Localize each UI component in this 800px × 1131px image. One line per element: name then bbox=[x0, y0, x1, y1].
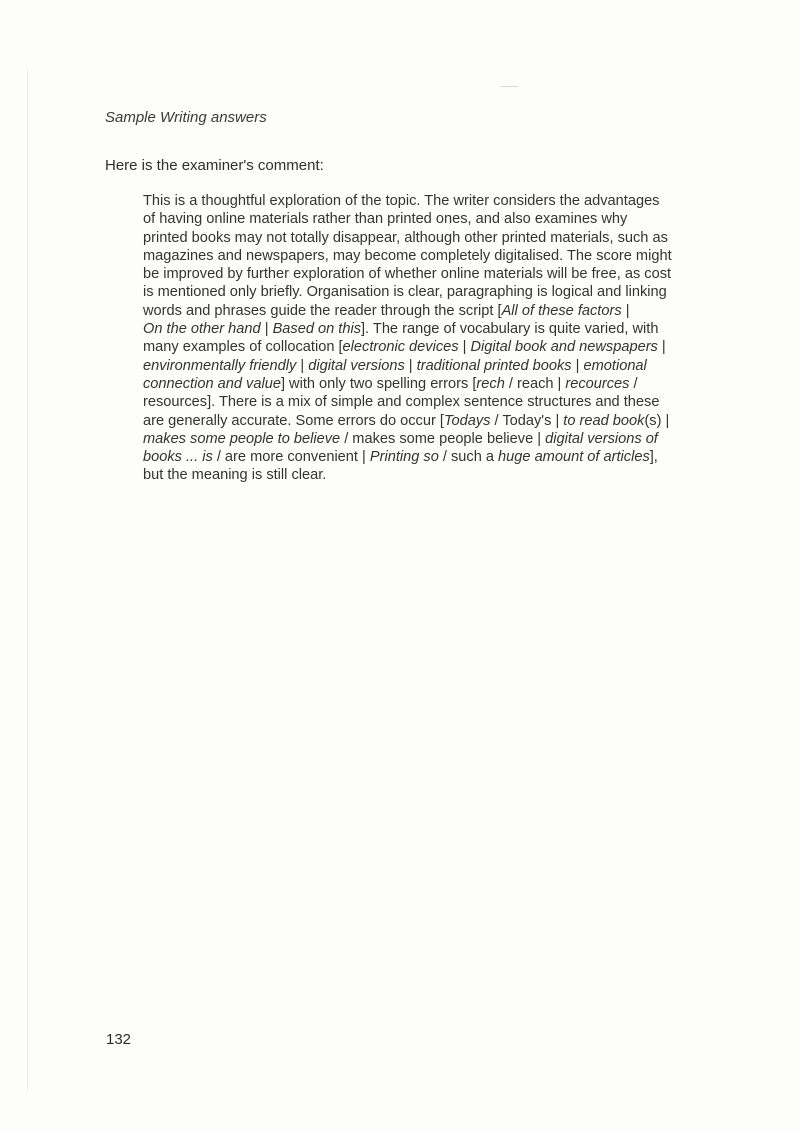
scan-edge-line bbox=[27, 70, 28, 1090]
comment-quote: digital versions bbox=[308, 357, 405, 374]
comment-quote: recources bbox=[565, 375, 630, 392]
comment-text: / reach | bbox=[504, 375, 566, 392]
comment-quote: Todays bbox=[443, 412, 491, 429]
comment-text: | bbox=[260, 321, 273, 338]
comment-text: | bbox=[621, 302, 630, 319]
comment-line bbox=[143, 412, 728, 430]
comment-quote: electronic devices bbox=[342, 339, 459, 356]
comment-text: many examples of collocation [ bbox=[143, 339, 343, 356]
comment-line bbox=[143, 338, 728, 356]
comment-text: words and phrases guide the reader through the script [ bbox=[143, 302, 502, 319]
comment-quote: traditional printed books bbox=[416, 357, 572, 374]
comment-quote: Digital book and newspapers bbox=[470, 339, 658, 356]
comment-text: / Today's | bbox=[490, 412, 564, 429]
comment-quote: Based on this bbox=[272, 321, 361, 338]
comment-quote: rech bbox=[476, 375, 505, 392]
comment-text: ]. The range of vocabulary is quite varied, with bbox=[361, 321, 659, 338]
comment-quote: environmentally friendly bbox=[143, 357, 297, 374]
comment-line bbox=[143, 247, 728, 265]
comment-text: | bbox=[571, 357, 584, 374]
comment-line bbox=[143, 192, 728, 210]
comment-text: (s) | bbox=[644, 412, 670, 429]
comment-line bbox=[143, 210, 728, 228]
comment-quote: emotional bbox=[583, 357, 647, 374]
comment-line bbox=[143, 466, 728, 484]
scan-speck bbox=[500, 86, 518, 87]
comment-quote: makes some people to believe bbox=[143, 430, 341, 447]
comment-text: but the meaning is still clear. bbox=[143, 467, 327, 484]
comment-quote: Printing so bbox=[369, 449, 439, 466]
comment-quote: books ... is bbox=[143, 449, 213, 466]
comment-quote: On the other hand bbox=[143, 321, 261, 338]
comment-text: are generally accurate. Some errors do occur [ bbox=[143, 412, 444, 429]
comment-text: magazines and newspapers, may become completely digitalised. The score might bbox=[143, 247, 672, 264]
intro-text: Here is the examiner's comment: bbox=[105, 157, 324, 174]
comment-line bbox=[143, 448, 728, 466]
comment-text: / such a bbox=[438, 449, 499, 466]
comment-line bbox=[143, 302, 728, 320]
comment-quote: to read book bbox=[563, 412, 645, 429]
comment-line bbox=[143, 357, 728, 375]
comment-text: This is a thoughtful exploration of the topic. The writer considers the advantages bbox=[143, 193, 660, 209]
comment-text: be improved by further exploration of whether online materials will be free, as cost bbox=[143, 266, 672, 283]
comment-line bbox=[143, 393, 728, 411]
section-heading: Sample Writing answers bbox=[105, 109, 267, 126]
comment-line bbox=[143, 229, 728, 247]
comment-line bbox=[143, 320, 728, 338]
page-number: 132 bbox=[106, 1031, 132, 1048]
comment-text: | bbox=[657, 339, 666, 356]
comment-text: is mentioned only briefly. Organisation is clear, paragraphing is logical and linking bbox=[143, 284, 667, 301]
comment-line bbox=[143, 265, 728, 283]
comment-text: / makes some people believe | bbox=[340, 430, 546, 447]
comment-line bbox=[143, 430, 728, 448]
comment-text: resources]. There is a mix of simple and complex sentence structures and these bbox=[143, 394, 660, 411]
comment-text: | bbox=[404, 357, 417, 374]
comment-quote: All of these factors bbox=[501, 302, 622, 319]
comment-quote: digital versions of bbox=[545, 430, 658, 447]
comment-text: ], bbox=[649, 449, 658, 466]
comment-text: | bbox=[296, 357, 309, 374]
comment-line bbox=[143, 283, 728, 301]
comment-text: / are more convenient | bbox=[212, 449, 370, 466]
comment-quote: connection and value bbox=[143, 375, 281, 392]
comment-text: | bbox=[458, 339, 471, 356]
comment-line bbox=[143, 375, 728, 393]
comment-text: printed books may not totally disappear, although other printed materials, such as bbox=[143, 229, 668, 246]
comment-text: / bbox=[629, 375, 638, 392]
comment-text: ] with only two spelling errors [ bbox=[280, 375, 477, 392]
comment-quote: huge amount of articles bbox=[498, 449, 650, 466]
comment-text: of having online materials rather than printed ones, and also examines why bbox=[143, 211, 628, 228]
examiner-comment bbox=[143, 192, 728, 485]
